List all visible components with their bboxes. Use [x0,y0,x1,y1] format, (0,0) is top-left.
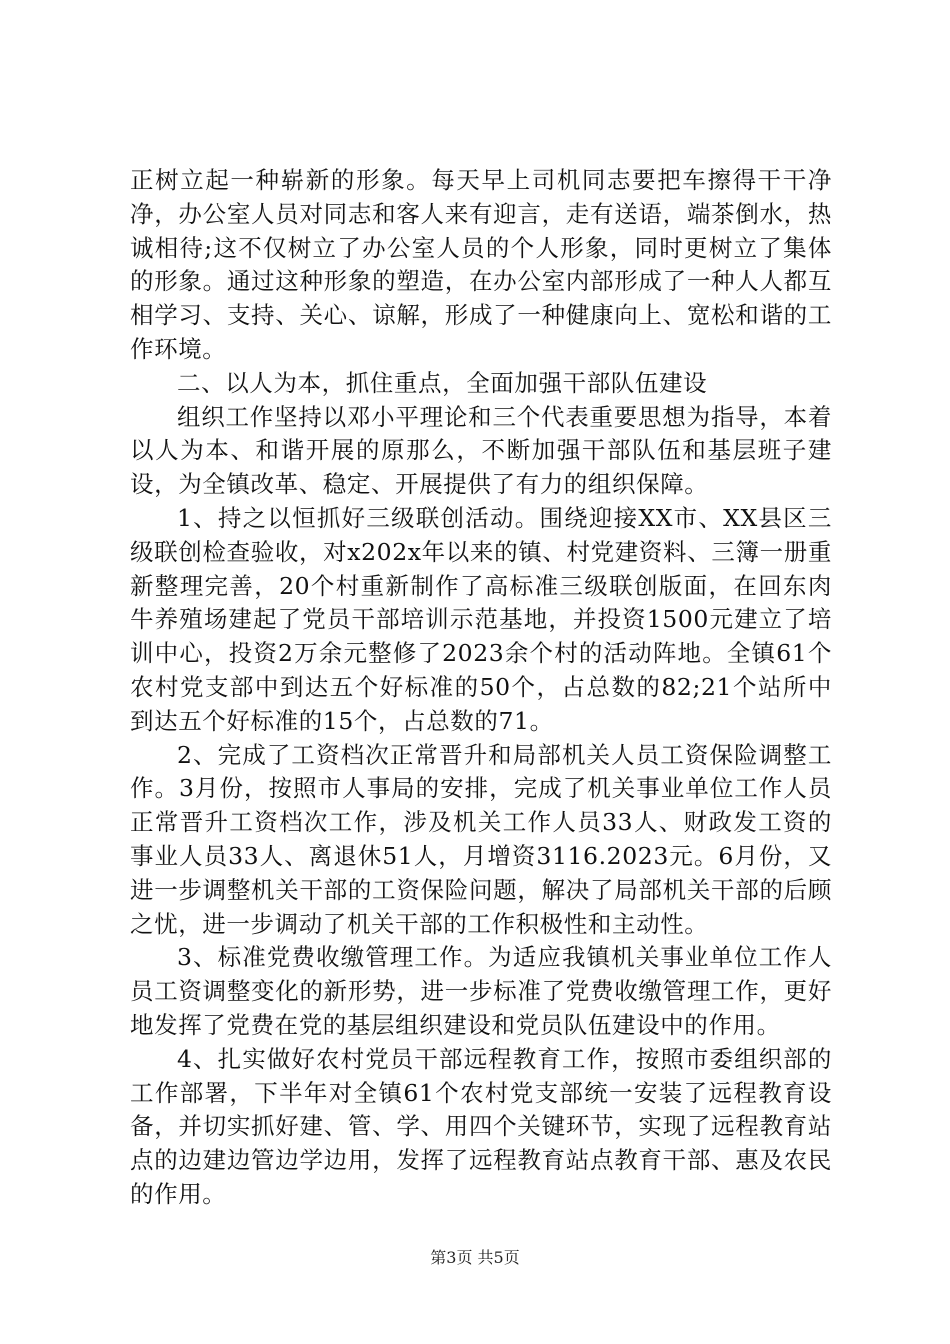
paragraph-6: 4、扎实做好农村党员干部远程教育工作，按照市委组织部的工作部署，下半年对全镇61个农村党支部统一安装了远程教育设备，并切实抓好建、管、学、用四个关键环节，实现了远程教育站点的边建边管边学边用，发挥了远程教育站点教育干部、惠及农民的作用。 [130,1044,832,1208]
document-body [130,164,832,1212]
paragraph-5: 3、标准党费收缴管理工作。为适应我镇机关事业单位工作人员工资调整变化的新形势，进一步标准了党费收缴管理工作，更好地发挥了党费在党的基层组织建设和党员队伍建设中的作用。 [130,943,832,1039]
paragraph-4: 2、完成了工资档次正常晋升和局部机关人员工资保险调整工作。3月份，按照市人事局的安排，完成了机关事业单位工作人员正常晋升工资档次工作，涉及机关工作人员33人、财政发工资的事业人员33人、离退休51人，月增资3116.2023元。6月份，又进一步调整机关干部的工资保险问题，解决了局部机关干部的后顾之忧，进一步调动了机关干部的工作积极性和主动性。 [130,740,832,938]
section-heading: 二、以人为本，抓住重点，全面加强干部队伍建设 [177,368,708,397]
paragraph-3: 1、持之以恒抓好三级联创活动。围绕迎接XX市、XX县区三级联创检查验收，对x202x年以来的镇、村党建资料、三簿一册重新整理完善，20个村重新制作了高标准三级联创版面，在回东肉牛养殖场建起了党员干部培训示范基地，并投资1500元建立了培训中心，投资2万余元整修了2023余个村的活动阵地。全镇61个农村党支部中到达五个好标准的50个，占总数的82;21个站所中到达五个好标准的15个，占总数的71。 [130,503,832,735]
page-number-footer: 第3页 共5页 [430,1248,520,1267]
paragraph-2: 组织工作坚持以邓小平理论和三个代表重要思想为指导，本着以人为本、和谐开展的原那么，不断加强干部队伍和基层班子建设，为全镇改革、稳定、开展提供了有力的组织保障。 [130,402,832,499]
paragraph-0: 正树立起一种崭新的形象。每天早上司机同志要把车擦得干干净净，办公室人员对同志和客人来有迎言，走有送语，端茶倒水，热诚相待;这不仅树立了办公室人员的个人形象，同时更树立了集体的形象。通过这种形象的塑造，在办公室内部形成了一种人人都互相学习、支持、关心、谅解，形成了一种健康向上、宽松和谐的工作环境。 [130,166,832,363]
